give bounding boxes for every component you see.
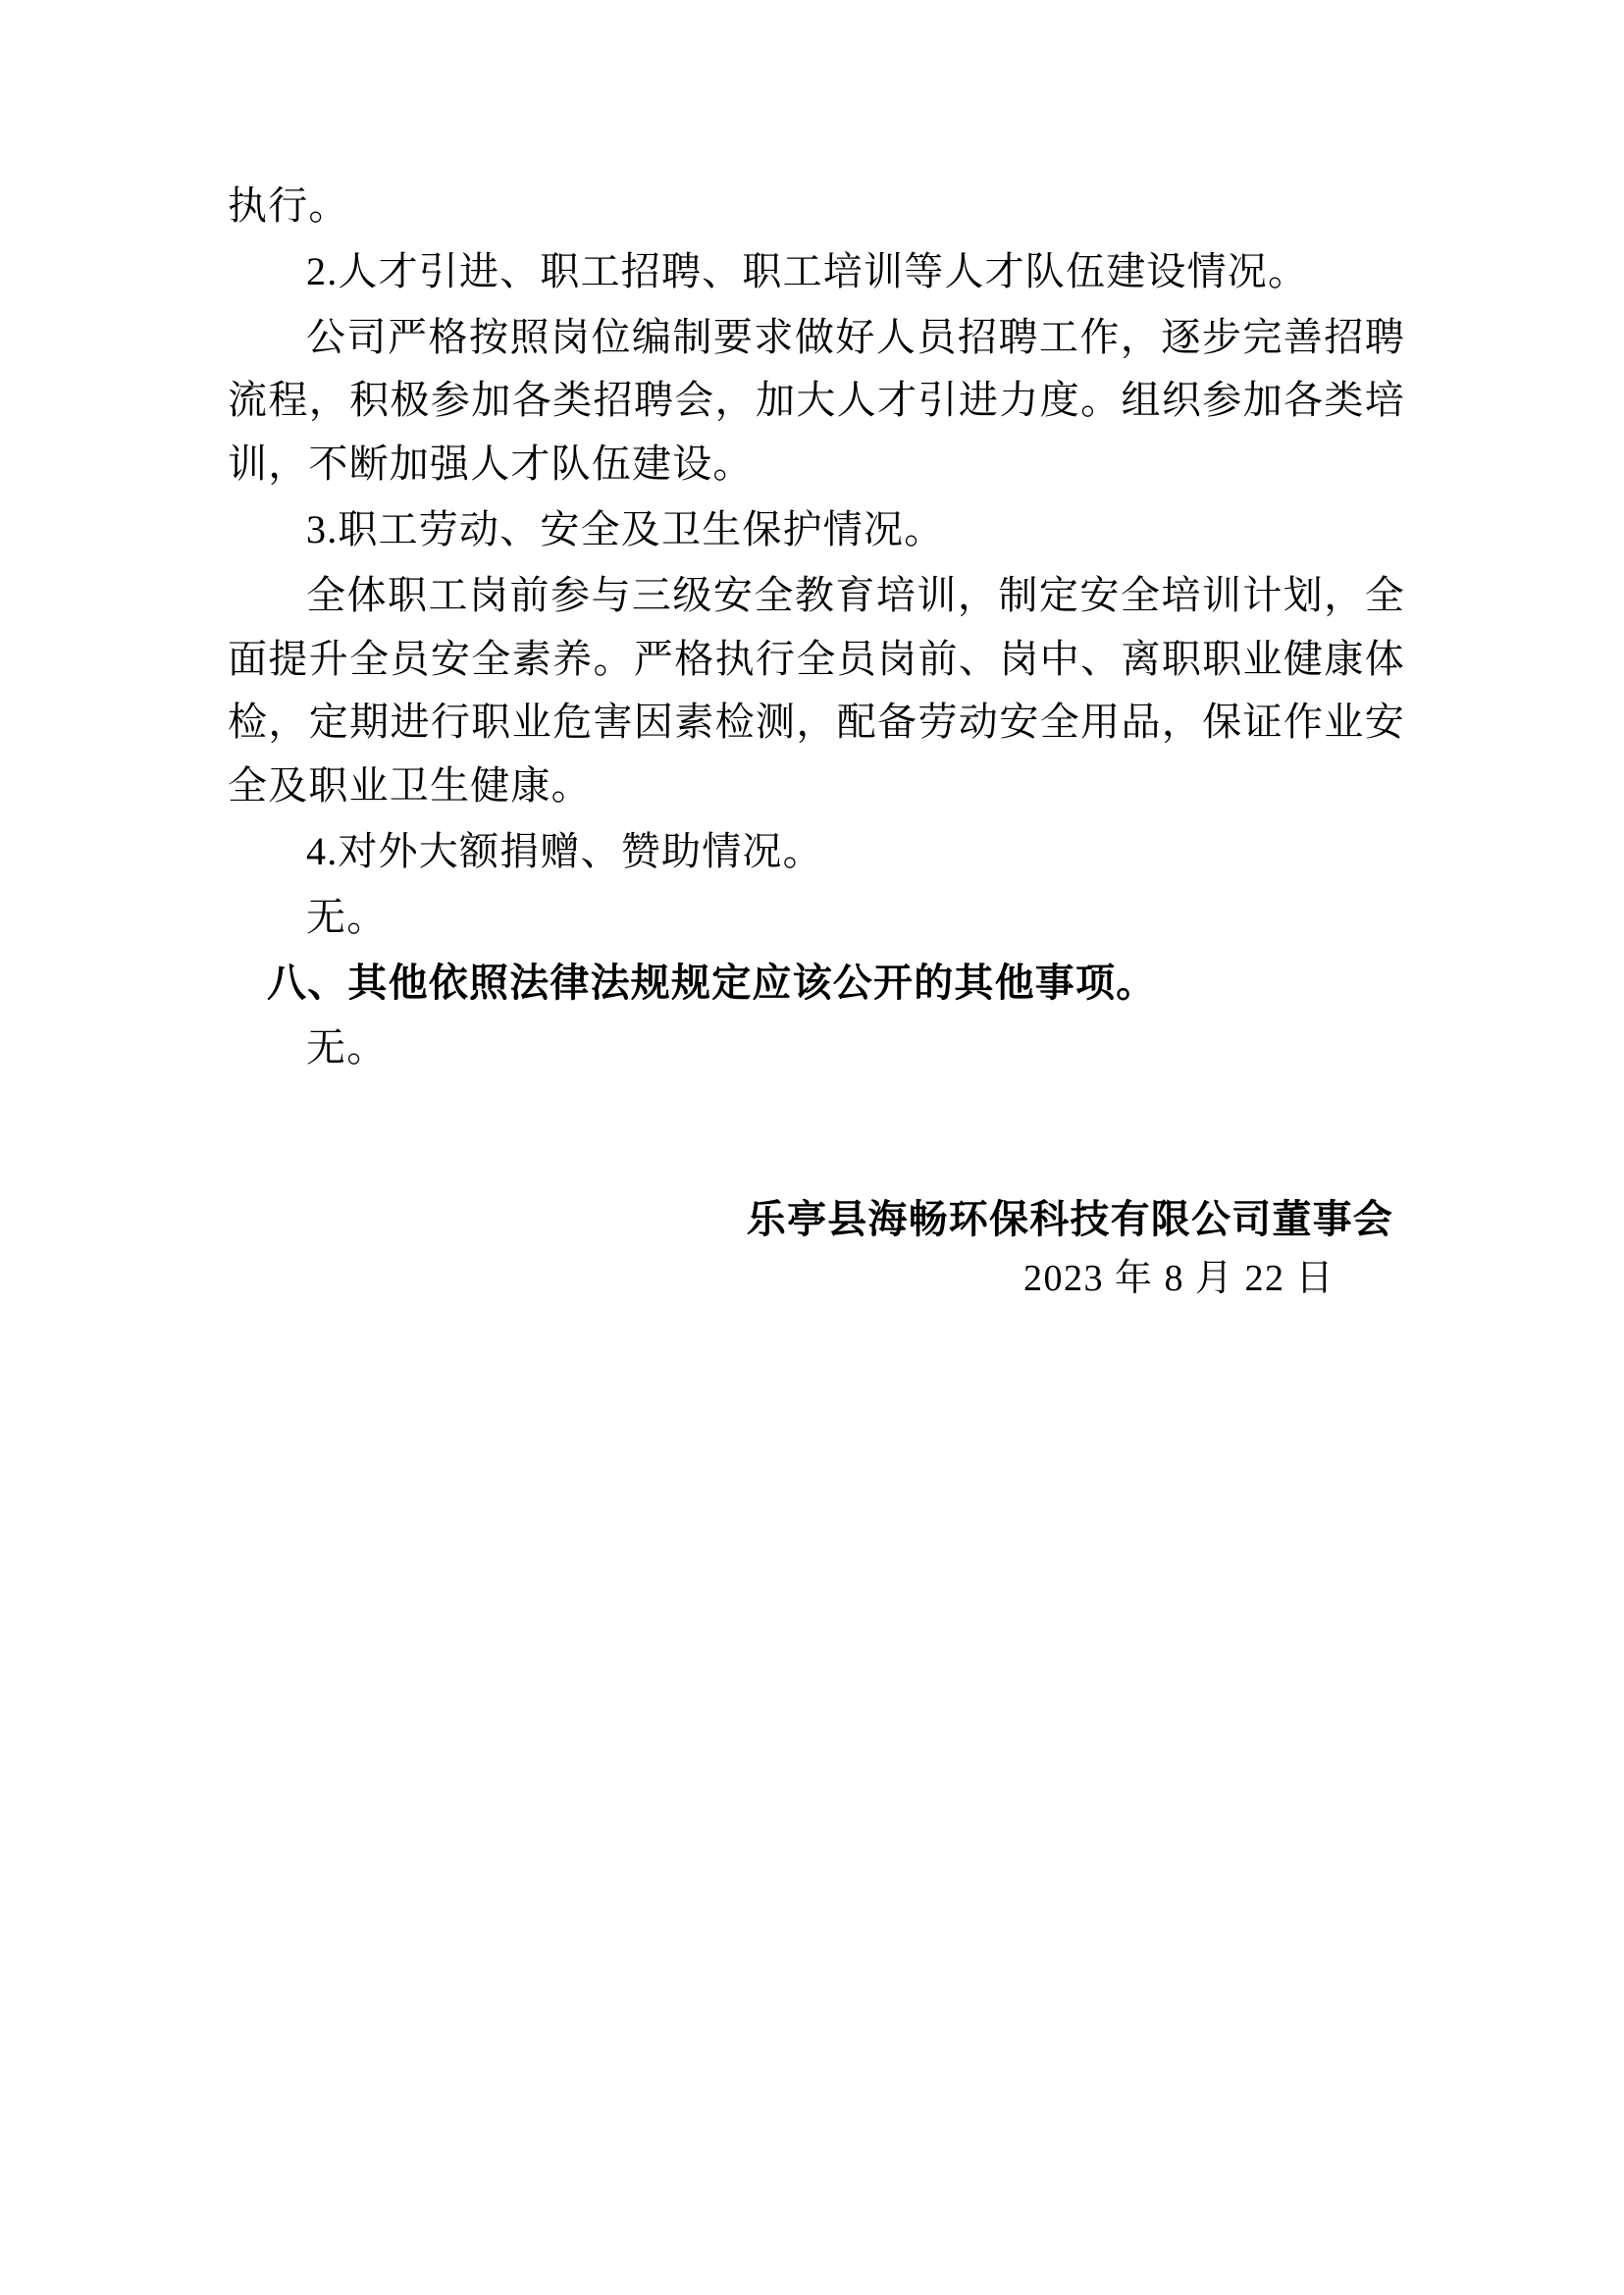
paragraph-item-4-title: 4.对外大额捐赠、赞助情况。 bbox=[306, 828, 823, 873]
paragraph-item-3-body: 全体职工岗前参与三级安全教育培训，制定安全培训计划，全面提升全员安全素养。严格执行全员岗前、岗中、离职职业健康体检，定期进行职业危害因素检测，配备劳动安全用品，保证作业安全及职业卫生健康。 bbox=[228, 572, 1405, 808]
paragraph-item-2-body: 公司严格按照岗位编制要求做好人员招聘工作，逐步完善招聘流程，积极参加各类招聘会，加大人才引进力度。组织参加各类培训，不断加强人才队伍建设。 bbox=[228, 314, 1405, 487]
paragraph-item-2-title: 2.人才引进、职工招聘、职工培训等人才队伍建设情况。 bbox=[306, 248, 1309, 293]
paragraph-item-4-body: 无。 bbox=[306, 894, 388, 939]
paragraph-item-3-title: 3.职工劳动、安全及卫生保护情况。 bbox=[306, 506, 945, 551]
signature-block bbox=[228, 1190, 1405, 1309]
paragraph-continuation: 执行。 bbox=[228, 183, 349, 228]
section-heading-eight: 八、其他依照法律法规规定应该公开的其他事项。 bbox=[267, 960, 1157, 1005]
signature-organization: 乐亭县海畅环保科技有限公司董事会 bbox=[746, 1197, 1393, 1242]
document-body bbox=[228, 175, 1405, 1309]
section-body-eight: 无。 bbox=[306, 1025, 388, 1070]
signature-date: 2023 年 8 月 22 日 bbox=[1022, 1258, 1335, 1300]
